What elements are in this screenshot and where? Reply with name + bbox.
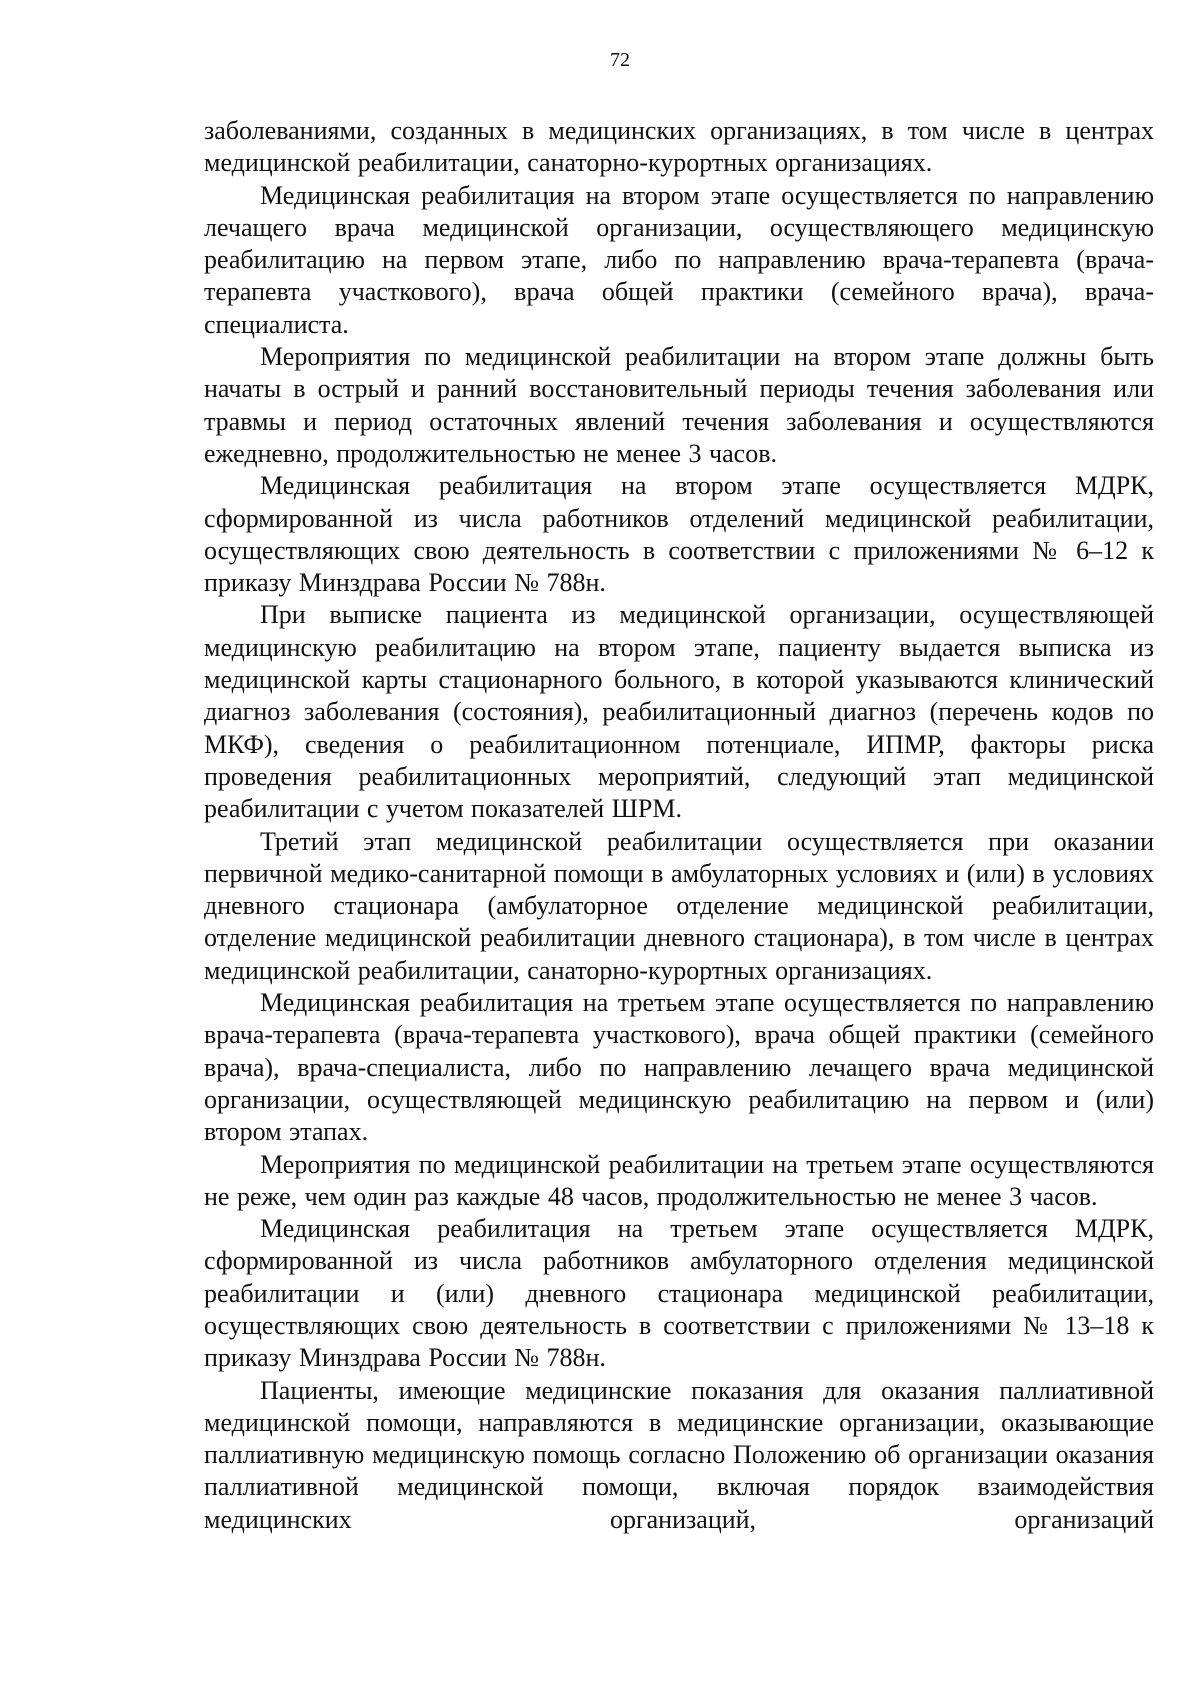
paragraph-third-stage-mdrk: Медицинская реабилитация на третьем этапе осуществляется МДРК, сформированной из числа работников амбулаторного отделения медицинской реабилитации и (или) дневного стационара медицинской реабилитации, осуществляющих свою деятельность в соответствии с приложениями № 13–18 к приказу Минздрава России № 788н. [204,1214,1154,1373]
paragraph-third-stage-referral: Медицинская реабилитация на третьем этапе осуществляется по направлению врача-терапевта (врача-терапевта участкового), врача общей практики (семейного врача), врача-специалиста, либо по направлению лечащего врача медицинской организации, осуществляющей медицинскую реабилитацию на первом и (или) втором этапах. [204,988,1154,1147]
paragraph-second-stage-mdrk: Медицинская реабилитация на втором этапе осуществляется МДРК, сформированной из числа работников отделений медицинской реабилитации, осуществляющих свою деятельность в соответствии с приложениями № 6–12 к приказу Минздрава России № 788н. [204,471,1154,598]
document-body [204,115,1154,1536]
paragraph-discharge: При выписке пациента из медицинской организации, осуществляющей медицинскую реабилитацию на втором этапе, пациенту выдается выписка из медицинской карты стационарного больного, в которой указываются клинический диагноз заболевания (состояния), реабилитационный диагноз (перечень кодов по МКФ), сведения о реабилитационном потенциале, ИПМР, факторы риска проведения реабилитационных мероприятий, следующий этап медицинской реабилитации с учетом показателей ШРМ. [204,600,1154,824]
page-number: 72 [610,49,630,71]
paragraph-second-stage-referral: Медицинская реабилитация на втором этапе осуществляется по направлению лечащего врача медицинской организации, осуществляющего медицинскую реабилитацию на первом этапе, либо по направлению врача-терапевта (врача-терапевта участкового), врача общей практики (семейного врача), врача-специалиста. [204,180,1154,339]
paragraph-third-stage: Третий этап медицинской реабилитации осуществляется при оказании первичной медико-санитарной помощи в амбулаторных условиях и (или) в условиях дневного стационара (амбулаторное отделение медицинской реабилитации, отделение медицинской реабилитации дневного стационара), в том числе в центрах медицинской реабилитации, санаторно-курортных организациях. [204,826,1154,985]
paragraph-third-stage-activities: Мероприятия по медицинской реабилитации на третьем этапе осуществляются не реже, чем один раз каждые 48 часов, продолжительностью не менее 3 часов. [204,1149,1154,1211]
paragraph-palliative: Пациенты, имеющие медицинские показания для оказания паллиативной медицинской помощи, направляются в медицинские организации, оказывающие паллиативную медицинскую помощь согласно Положению об организации оказания паллиативной медицинской помощи, включая порядок взаимодействия медицинских организаций, организаций [204,1375,1154,1534]
paragraph-second-stage-activities: Мероприятия по медицинской реабилитации на втором этапе должны быть начаты в острый и ранний восстановительный периоды течения заболевания или травмы и период остаточных явлений течения заболевания и осуществляются ежедневно, продолжительностью не менее 3 часов. [204,342,1154,468]
paragraph-continuation: заболеваниями, созданных в медицинских организациях, в том числе в центрах медицинской реабилитации, санаторно-курортных организациях. [204,116,1154,178]
